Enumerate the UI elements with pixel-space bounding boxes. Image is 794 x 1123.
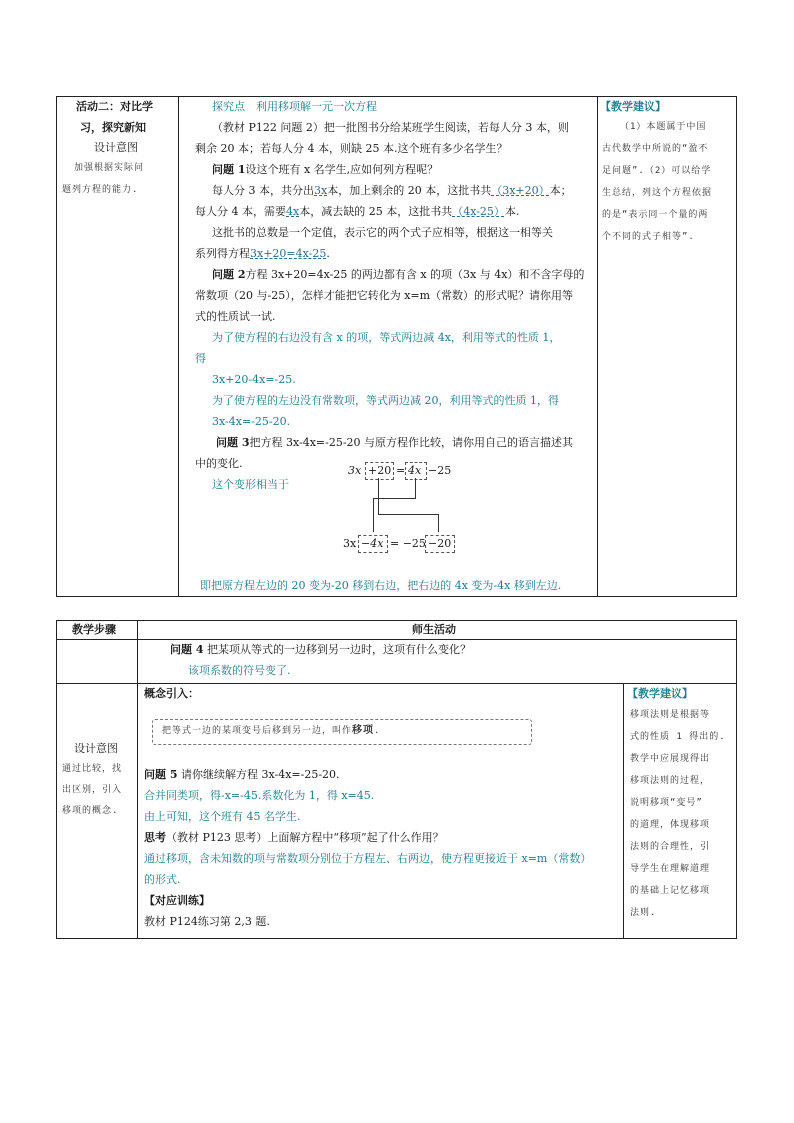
q5-answer-2: 由上可知，这个班有 45 名学生.: [144, 810, 301, 823]
table2-border-right: [736, 620, 737, 939]
diagram-bottom-eq: = −25: [390, 537, 426, 550]
q2-answer1-line1: 为了使方程的右边没有含 x 的项，等式两边减 4x，利用等式的性质 1，: [212, 331, 561, 344]
question-1: 问题 1设这个班有 x 名学生,应如何列方程呢？: [212, 163, 439, 176]
suggestion-line1: （1）本题属于中国: [620, 122, 707, 132]
design-intent2-line1: 通过比较，找: [62, 764, 123, 774]
arrow-4x-horizontal: [373, 498, 416, 499]
problem-line1: （教材 P122 问题 2）把一批图书分给某班学生阅读，若每人分 3 本，则: [212, 121, 569, 134]
practice-text: 教材 P124练习第 2,3 题.: [144, 915, 270, 928]
header-teacher-student-activity: 师生活动: [412, 623, 456, 636]
table2-border-bottom: [56, 938, 737, 939]
arrow-20-horizontal: [378, 514, 438, 515]
section-heading: 探究点 利用移项解一元一次方程: [212, 100, 377, 113]
suggestion2-line7: 法则的合理性，引: [630, 842, 711, 852]
practice-title: 【对应训练】: [144, 894, 210, 907]
suggestion2-line9: 的基础上记忆移项: [630, 886, 711, 896]
q5-answer-1: 合并同类项，得-x=-45.系数化为 1，得 x=45.: [144, 789, 375, 802]
table-divider-2: [597, 96, 598, 597]
q2-answer2-line2: 3x-4x=-25-20.: [212, 415, 291, 428]
question-2-line1: 问题 2方程 3x+20=4x-25 的两边都有含 x 的项（3x 与 4x）和不含字母的: [212, 268, 585, 281]
activity-title-line1: 活动二：对比学: [76, 100, 153, 113]
table-border-right: [736, 96, 737, 597]
suggestion2-line10: 法则.: [630, 908, 657, 918]
arrow-4x-to-left: [373, 498, 374, 532]
q3-answer-line1: 这个变形相当于: [212, 478, 289, 491]
arrow-20-down: [378, 478, 379, 514]
question-4: 问题 4 把某项从等式的一边移到另一边时，这项有什么变化？: [170, 643, 471, 656]
design-intent-line1: 加强根据实际问: [74, 163, 145, 173]
diagram-top-3x: 3x: [348, 464, 362, 477]
table-border-left: [56, 96, 57, 597]
suggestion2-line6: 的道理，体现移项: [630, 820, 711, 830]
diagram-bottom-3x: 3x: [343, 537, 357, 550]
think-question: 思考（教材 P123 思考）上面解方程中“移项”起了什么作用？: [144, 831, 444, 844]
suggestion-line5: 的是“表示同一个量的两: [602, 210, 709, 220]
question-3-line1: 问题 3把方程 3x-4x=-25-20 与原方程作比较，请你用自己的语言描述其: [216, 436, 574, 449]
table-border-top: [56, 96, 737, 97]
suggestion2-line1: 移项法则是根据等: [630, 710, 711, 720]
design-intent-line2: 题列方程的能力.: [62, 185, 139, 195]
question-2-line2: 常数项（20 与-25），怎样才能把它转化为 x=m（常数）的形式呢？请你用等: [195, 289, 574, 302]
suggestion-line2: 古代数学中所说的“盈不: [602, 144, 709, 154]
table2-header-bottom: [56, 639, 737, 640]
think-answer-line1: 通过移项，含未知数的项与常数项分别位于方程左、右两边，使方程更接近于 x=m（常数）: [144, 852, 592, 865]
design-intent-label: 设计意图: [94, 141, 138, 154]
suggestion2-line2: 式的性质 1 得出的.: [630, 732, 726, 742]
activity-title-line2: 习，探究新知: [80, 121, 146, 134]
header-teaching-steps: 教学步骤: [72, 623, 116, 636]
table2-border-left: [56, 620, 57, 939]
q4-answer: 该项系数的符号变了.: [188, 664, 291, 677]
diagram-bottom-minus4x: −4x: [361, 537, 384, 550]
teaching-suggestion-title: 【教学建议】: [600, 100, 666, 113]
table2-row1-bottom: [56, 683, 737, 684]
suggestion2-line5: 说明移项“变号”: [630, 798, 703, 808]
q2-answer1-line2: 得: [195, 352, 206, 365]
question-3-line2: 中的变化.: [195, 457, 243, 470]
design-intent2-line2: 出区别，引入: [62, 785, 123, 795]
diagram-top-4x: 4x: [408, 464, 422, 477]
table2-divider-1: [137, 620, 138, 939]
suggestion2-line3: 教学中应展现得出: [630, 754, 711, 764]
problem-line2: 剩余 20 本；若每人分 4 本，则缺 25 本.这个班有多少名学生？: [195, 142, 508, 155]
q1-answer-line2: 每人分 4 本，需要4x本，减去缺的 25 本，这批书共（4x-25）本.: [195, 205, 520, 218]
concept-intro-title: 概念引入：: [144, 687, 199, 700]
q1-reason-line2: 系列得方程3x+20=4x-25.: [195, 247, 330, 260]
diagram-top-plus20: +20: [368, 464, 392, 477]
question-2-line3: 式的性质试一试.: [195, 310, 276, 323]
suggestion2-line4: 移项法则的过程，: [630, 776, 711, 786]
teaching-suggestion-title-2: 【教学建议】: [627, 687, 693, 700]
question-5: 问题 5 请你继续解方程 3x-4x=-25-20.: [144, 768, 340, 781]
table2-border-top: [56, 620, 737, 621]
think-answer-line2: 的形式.: [144, 873, 181, 886]
q3-answer-final: 即把原方程左边的 20 变为-20 移到右边，把右边的 4x 变为-4x 移到左边.: [200, 579, 562, 592]
design-intent2-line3: 移项的概念.: [62, 806, 119, 816]
arrow-20-to-right: [438, 514, 439, 532]
concept-definition-text: 把等式一边的某项变号后移到另一边，叫作移项.: [162, 725, 381, 736]
suggestion-line4: 生总结，列这个方程依据: [602, 188, 713, 198]
suggestion2-line8: 导学生在理解道理: [630, 864, 711, 874]
suggestion-line3: 足问题”.（2）可以给学: [602, 166, 712, 176]
suggestion-line6: 个不同的式子相等”.: [602, 232, 695, 242]
arrow-4x-down: [415, 478, 416, 498]
q2-answer2-line1: 为了使方程的左边没有常数项，等式两边减 20，利用等式的性质 1，得: [212, 394, 559, 407]
table2-divider-2: [623, 683, 624, 939]
q2-answer1-line3: 3x+20-4x=-25.: [212, 373, 296, 386]
diagram-top-eq: =: [396, 464, 406, 477]
diagram-top-minus25: −25: [428, 464, 452, 477]
q1-reason-line1: 这批书的总数是一个定值，表示它的两个式子应相等，根据这一相等关: [212, 226, 553, 239]
diagram-bottom-minus20: −20: [428, 537, 452, 550]
design-intent-label-2: 设计意图: [74, 742, 118, 755]
table-divider-1: [178, 96, 179, 597]
q1-answer-line1: 每人分 3 本，共分出3x本，加上剩余的 20 本，这批书共（3x+20）本；: [212, 184, 572, 197]
table-border-bottom: [56, 596, 737, 597]
